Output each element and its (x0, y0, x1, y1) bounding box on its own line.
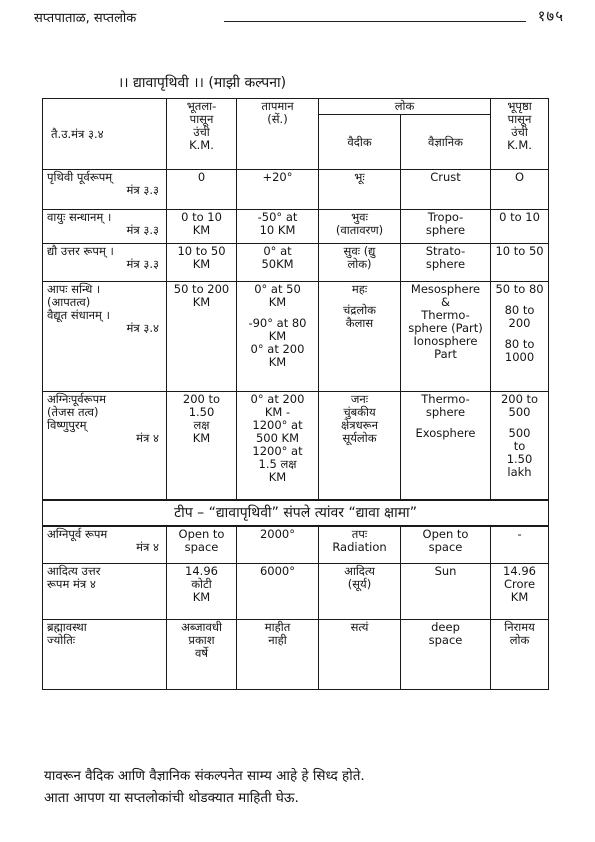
cell-temperature (237, 170, 319, 210)
cell-height-surface (167, 170, 237, 210)
cell-line: 1.50 (506, 452, 533, 466)
table-row (43, 392, 549, 500)
cell-vedic (319, 526, 401, 564)
cell-height-earth (491, 244, 549, 282)
cell-line: 14.96 (185, 564, 218, 578)
cell-vedic (319, 282, 401, 392)
cell-line: (तेजस तत्व) (47, 405, 99, 419)
cell-line: sphere (Part) (408, 321, 483, 335)
cell-height-earth (491, 392, 549, 500)
cell-line: Ionosphere (413, 334, 478, 348)
cell-line: KM (268, 329, 287, 343)
section-title: ।। द्यावापृथिवी ।। (माझी कल्पना) (118, 75, 287, 91)
cell-line: 1200° at (252, 418, 303, 432)
cell-temperature (237, 282, 319, 392)
cell-line: नाही (268, 633, 287, 647)
row-label (43, 282, 167, 392)
cell-height-surface (167, 564, 237, 620)
header-scientific: वैज्ञानिक (401, 115, 491, 170)
cell-line: चंद्रलोक (342, 303, 377, 317)
cell-scientific (401, 282, 491, 392)
cell-line: - (517, 526, 522, 541)
cell-line: सत्यं (350, 620, 369, 634)
cell-line: 2000° (259, 526, 296, 541)
cell-line: भूपृष्ठा (507, 99, 532, 113)
table-row (43, 210, 549, 244)
cell-line: 0° at 50 (254, 282, 301, 296)
row-mantra: मंत्र ४ (136, 539, 159, 554)
cell-line: Strato- (425, 244, 466, 258)
cell-vedic (319, 392, 401, 500)
cell-line: 14.96 (503, 564, 536, 578)
cell-height-earth (491, 526, 549, 564)
table-row (43, 170, 549, 210)
cell-scientific (401, 564, 491, 620)
cell-line: कोटी (191, 577, 212, 591)
row-label (43, 620, 167, 690)
table-row (43, 564, 549, 620)
cell-line: भुवः (351, 210, 368, 224)
row-mantra: मंत्र ३.४ (126, 321, 159, 335)
cell-height-surface (167, 282, 237, 392)
row-label (43, 564, 167, 620)
cell-line: महः (351, 282, 368, 296)
cell-line: -50° at (257, 210, 298, 224)
table-header-row (43, 99, 549, 115)
cell-line: 0 to 10 (499, 210, 540, 224)
cell-line: 1000 (504, 350, 535, 364)
cell-line: space (428, 539, 463, 554)
cell-line: 0° at 200 (250, 392, 305, 406)
cell-line: 0° at 200 (250, 342, 305, 356)
table-note-body (43, 500, 549, 526)
cell-line: सुवः (द्यु (343, 244, 376, 258)
cell-line: 50 to 80 (495, 282, 544, 296)
cell-vedic (319, 244, 401, 282)
cell-line: -90° at 80 (248, 316, 307, 330)
row-label (43, 392, 167, 500)
cell-scientific (401, 526, 491, 564)
table-row (43, 620, 549, 690)
cell-line: K.M. (189, 138, 214, 152)
cell-line: & (441, 295, 450, 309)
note-text: टीप – “द्यावापृथिवी” संपले त्यांवर “द्यावा क्षामा” (43, 500, 549, 526)
row-mantra: मंत्र ३.३ (126, 223, 159, 237)
footer-text (44, 765, 564, 809)
cell-line: (सें.) (267, 112, 288, 126)
cell-line: रूपम मंत्र ४ (47, 577, 96, 591)
cell-line: 80 to (504, 337, 535, 351)
cell-line: 10 to 50 (177, 244, 226, 258)
table-body-lower (43, 526, 549, 690)
cell-vedic (319, 210, 401, 244)
cell-line: 500 (508, 426, 531, 440)
row-label (43, 526, 167, 564)
cell-temperature (237, 564, 319, 620)
cell-line: O (514, 170, 525, 184)
cell-line: KM - (264, 405, 291, 419)
row-label (43, 244, 167, 282)
cell-line: लोक) (347, 257, 372, 271)
cell-line: (आपतत्व) (47, 295, 91, 309)
cell-line: पासून (507, 112, 532, 126)
cell-line: लोक (509, 633, 530, 647)
note-row (43, 500, 549, 526)
cell-line: to (513, 439, 526, 453)
table-row (43, 526, 549, 564)
cell-line: Tropo- (427, 210, 464, 224)
cell-line: 200 to (182, 392, 221, 406)
cell-line: sphere (425, 223, 466, 237)
cell-line: deep (431, 620, 460, 634)
header-vedic: वैदीक (319, 115, 401, 170)
cell-line: 500 KM (255, 431, 300, 445)
cell-line: अब्जावधी (181, 620, 222, 634)
cell-line: सूर्यलोक (342, 431, 377, 445)
comparison-table (42, 98, 549, 690)
cell-vedic (319, 564, 401, 620)
cell-temperature (237, 620, 319, 690)
cell-line: 0° at (263, 244, 292, 258)
cell-line: 10 to 50 (495, 244, 544, 258)
cell-line: space (184, 539, 219, 554)
cell-line: 50 to 200 (173, 282, 230, 296)
cell-line: 200 (508, 316, 531, 330)
cell-line: उंची (193, 125, 210, 139)
cell-line: K.M. (507, 138, 532, 152)
row-label (43, 210, 167, 244)
cell-line: 6000° (259, 564, 296, 578)
cell-line: KM (268, 295, 287, 309)
cell-line: Part (434, 347, 457, 361)
cell-line: आदित्य उत्तर (47, 564, 101, 578)
cell-line: KM (192, 257, 211, 271)
cell-line: माहीत (264, 620, 291, 634)
cell-line: lakh (507, 465, 532, 479)
cell-line: निरामय (504, 620, 535, 634)
cell-line: Crust (430, 170, 461, 184)
cell-line: Crore (503, 577, 536, 591)
cell-vedic (319, 620, 401, 690)
cell-line: ब्रह्मावस्था (47, 620, 87, 634)
cell-line: लक्ष (193, 418, 210, 432)
cell-height-earth (491, 210, 549, 244)
cell-line: कैलास (345, 316, 374, 330)
cell-line: KM (192, 295, 211, 309)
cell-line: (वातावरण) (335, 223, 384, 237)
cell-scientific (401, 170, 491, 210)
cell-line: पृथिवी पूर्वरूपम् (47, 170, 113, 184)
cell-line: 0 to 10 (181, 210, 222, 224)
cell-line: sphere (425, 257, 466, 271)
cell-line: वैद्यूत संधानम् । (47, 308, 110, 322)
cell-line: भूतला- (186, 99, 217, 113)
table-row (43, 282, 549, 392)
header-temperature (237, 99, 319, 170)
cell-line: Open to (422, 526, 469, 541)
cell-line: sphere (425, 405, 466, 419)
cell-scientific (401, 244, 491, 282)
cell-line: द्यौ उत्तर रूपम् । (47, 244, 114, 258)
cell-line: पासून (189, 112, 214, 126)
cell-height-earth (491, 282, 549, 392)
comparison-table-container (42, 98, 548, 690)
cell-line: प्रकाश (188, 633, 215, 647)
cell-line: वायुः सन्धानम् । (47, 210, 112, 224)
cell-height-surface (167, 526, 237, 564)
header-height-earth (491, 99, 549, 170)
cell-line: ज्योतिः (47, 633, 76, 647)
row-label (43, 170, 167, 210)
cell-line: वर्षे (194, 646, 209, 660)
footer-line-2: आता आपण या सप्तलोकांची थोडक्यात माहिती घेऊ. (44, 790, 299, 806)
cell-line: Radiation (332, 539, 387, 554)
cell-line: KM (510, 590, 529, 604)
cell-height-surface (167, 620, 237, 690)
row-mantra: मंत्र ३.३ (126, 183, 159, 197)
cell-line: 1200° at (252, 444, 303, 458)
page-number: १७५ (537, 7, 564, 25)
cell-line: भूः (354, 170, 365, 184)
cell-temperature (237, 526, 319, 564)
cell-line: KM (192, 431, 211, 445)
cell-line: तपः (351, 526, 368, 541)
cell-height-earth (491, 170, 549, 210)
cell-line: Sun (434, 564, 457, 578)
cell-line: 500 (508, 405, 531, 419)
cell-line: space (428, 633, 463, 647)
cell-height-surface (167, 210, 237, 244)
header-lok: लोक (319, 99, 491, 115)
cell-scientific (401, 210, 491, 244)
cell-line: KM (268, 355, 287, 369)
cell-line: 50KM (261, 257, 294, 271)
cell-height-earth (491, 620, 549, 690)
cell-line: क्षेत्रधरून (341, 418, 378, 432)
cell-line: 0 (197, 170, 206, 184)
footer-line-1: यावरून वैदिक आणि वैज्ञानिक संकल्पनेत साम्य आहे हे सिध्द होते. (44, 768, 365, 784)
cell-line: Thermo- (421, 392, 470, 406)
cell-line: 200 to (500, 392, 539, 406)
cell-line: KM (192, 590, 211, 604)
cell-line: तापमान (261, 99, 294, 113)
cell-height-surface (167, 244, 237, 282)
cell-line: आदित्य (344, 564, 375, 578)
cell-line: Mesosphere (410, 282, 481, 296)
running-title: सप्तपाताळ, सप्तलोक (34, 11, 137, 26)
cell-line: आपः सन्धि । (47, 282, 101, 296)
row-mantra: मंत्र ३.३ (126, 257, 159, 271)
cell-temperature (237, 244, 319, 282)
cell-line: Open to (178, 526, 225, 541)
cell-line: KM (268, 470, 287, 484)
cell-line: 1.50 (188, 405, 215, 419)
cell-temperature (237, 210, 319, 244)
cell-temperature (237, 392, 319, 500)
cell-scientific (401, 620, 491, 690)
cell-line: (सूर्य) (347, 577, 372, 591)
cell-line: Exosphere (415, 426, 476, 440)
table-row (43, 244, 549, 282)
header-height-surface (167, 99, 237, 170)
cell-line: अग्निपूर्व रूपम (47, 526, 108, 541)
cell-line: अग्निःपूर्वरूपम (47, 392, 106, 406)
row-mantra: मंत्र ४ (136, 431, 159, 445)
cell-line: Thermo- (421, 308, 470, 322)
header-rule (224, 21, 526, 22)
header-mantra: तै.उ.मंत्र ३.४ (43, 99, 167, 170)
cell-height-earth (491, 564, 549, 620)
cell-line: विष्णुपुरम् (47, 418, 87, 432)
cell-line: 10 KM (259, 223, 296, 237)
cell-vedic (319, 170, 401, 210)
page-header (34, 4, 564, 30)
cell-line: उंची (511, 125, 528, 139)
cell-line: 1.5 लक्ष (258, 457, 297, 471)
cell-line: +20° (262, 170, 293, 184)
cell-height-surface (167, 392, 237, 500)
cell-line: चुंबकीय (343, 405, 376, 419)
cell-line: जनः (350, 392, 369, 406)
cell-line: 80 to (504, 303, 535, 317)
cell-scientific (401, 392, 491, 500)
cell-line: KM (192, 223, 211, 237)
table-body-upper (43, 170, 549, 500)
